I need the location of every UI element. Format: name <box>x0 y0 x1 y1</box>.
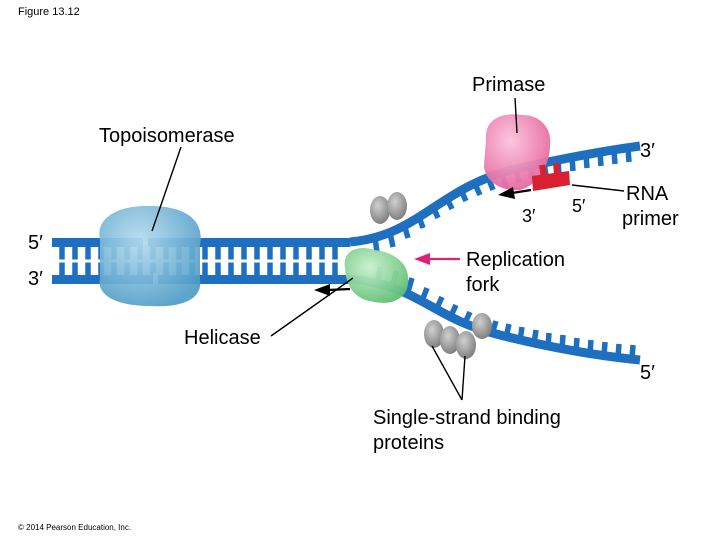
end-label-top-left: 5′ <box>28 232 43 254</box>
ssb-protein <box>387 192 407 220</box>
ssb-protein <box>370 196 390 224</box>
rna-primer-label-line1: RNA <box>626 183 669 205</box>
replication-fork-label-line1: Replication <box>466 249 565 271</box>
ssb-label-line1: Single-strand binding <box>373 407 561 429</box>
topoisomerase-protein <box>99 206 200 306</box>
ssb-proteins-upper <box>370 192 407 224</box>
ssb-label-line2: proteins <box>373 432 445 454</box>
end-label-lower-right: 5′ <box>640 362 655 384</box>
end-label-upper-right: 3′ <box>640 140 655 162</box>
helicase-label: Helicase <box>184 327 261 349</box>
primer-5prime-label: 5′ <box>572 196 586 216</box>
parental-dna-duplex <box>52 236 350 286</box>
figure-label: Figure 13.12 <box>18 6 80 18</box>
helicase-protein <box>345 248 409 303</box>
ssb-protein <box>472 313 492 339</box>
fork-direction-arrow <box>314 284 350 296</box>
top-strand-backbone <box>52 238 350 247</box>
primer-3prime-label: 3′ <box>522 206 536 226</box>
bottom-strand-backbone <box>52 275 350 284</box>
replication-fork-label-line2: fork <box>466 274 500 296</box>
ssb-protein <box>456 331 476 359</box>
primase-label: Primase <box>472 74 546 96</box>
copyright-notice: © 2014 Pearson Education, Inc. <box>18 523 132 532</box>
rna-primer-label-line2: primer <box>622 208 679 230</box>
topoisomerase-label: Topoisomerase <box>99 125 235 147</box>
end-label-bottom-left: 3′ <box>28 268 43 290</box>
replication-fork-arrow <box>414 253 460 265</box>
